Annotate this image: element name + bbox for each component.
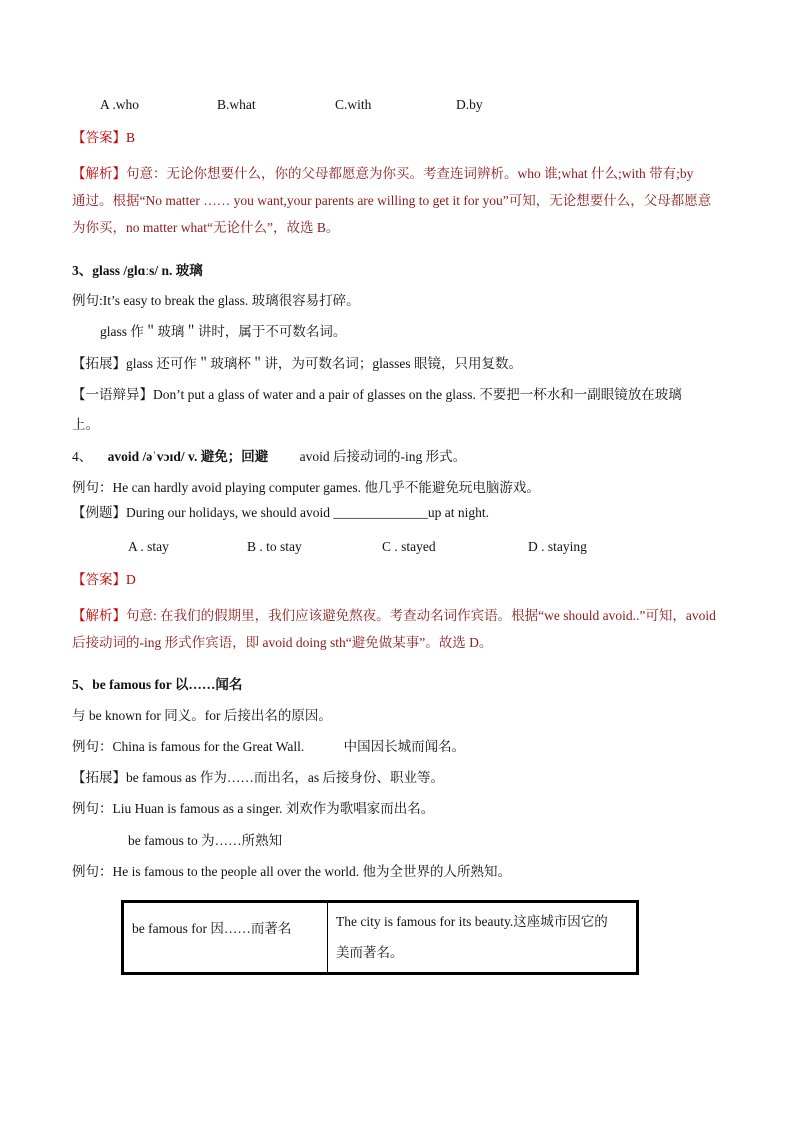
table-row	[123, 902, 638, 974]
option-c: C.with	[335, 97, 372, 112]
option-b: B.what	[217, 97, 256, 112]
analysis-label: 【解析】	[72, 166, 126, 181]
item4-option-c: C . stayed	[382, 539, 436, 554]
example1-en: 例句：China is famous for the Great Wall.	[72, 739, 305, 754]
distinguish-label: 【一语辩异】	[72, 387, 153, 402]
item4-option-a: A . stay	[128, 539, 169, 554]
item4-analysis-line-2: 后接动词的-ing 形式作宾语，即 avoid doing sth“避免做某事”。故选 D。	[72, 635, 493, 650]
question-text: During our holidays, we should avoid ______________up at night.	[126, 505, 489, 520]
item5-heading: 5、be famous for 以……闻名	[72, 677, 243, 692]
distinguish-text: Don’t put a glass of water and a pair of glasses on the glass. 不要把一杯水和一副眼镜放在玻璃	[153, 387, 682, 402]
table-right-line-2: 美而著名。	[336, 945, 404, 960]
option-a: A .who	[100, 97, 140, 112]
item4-example: 例句：He can hardly avoid playing computer games. 他几乎不能避免玩电脑游戏。	[72, 480, 540, 495]
item4-num: 4、	[72, 449, 93, 464]
item5-example3: 例句：He is famous to the people all over the world. 他为全世界的人所熟知。	[72, 864, 512, 879]
item3-heading: 3、glass /glɑːs/ n. 玻璃	[72, 263, 203, 278]
item4-heading-note: avoid 后接动词的-ing 形式。	[299, 449, 467, 464]
item4-analysis-line-1	[72, 607, 716, 625]
item4-heading-line	[72, 448, 466, 466]
item4-answer-label: 【答案】	[72, 572, 126, 587]
analysis-line-2: 通过。根据“No matter …… you want,your parents are willing to get it for you”可知，无论想要什么，父母都愿意	[72, 193, 712, 208]
item4-analysis-text: 句意: 在我们的假期里，我们应该避免熬夜。考查动名词作宾语。根据“we should avoid..”可知，avoid	[126, 608, 716, 623]
item4-option-d: D . staying	[528, 539, 587, 554]
option-d: D.by	[456, 97, 483, 112]
item4-answer-value: D	[126, 572, 136, 587]
expand-text: glass 还可作＂玻璃杯＂讲，为可数名词；glasses 眼镜，只用复数。	[126, 356, 522, 371]
item4-question	[72, 504, 489, 522]
item5-example1	[72, 738, 465, 756]
item5-synonym: 与 be known for 同义。for 后接出名的原因。	[72, 708, 332, 723]
item4-option-b: B . to stay	[247, 539, 302, 554]
table-right-line-1: The city is famous for its beauty.这座城市因它的	[336, 914, 608, 929]
item5-expand-text: be famous as 作为……而出名，as 后接身份、职业等。	[126, 770, 444, 785]
answer-label: 【答案】	[72, 130, 126, 145]
analysis-line-1	[72, 165, 693, 183]
answer-line	[72, 129, 135, 147]
answer-value: B	[126, 130, 136, 145]
item3-distinguish-cont: 上。	[72, 417, 99, 432]
table-cell-left: be famous for 因……而著名	[123, 902, 328, 974]
example1-cn: 中国因长城而闻名。	[343, 739, 466, 754]
item3-example: 例句:It’s easy to break the glass. 玻璃很容易打碎。	[72, 293, 360, 308]
item4-analysis-label: 【解析】	[72, 608, 126, 623]
item3-expand	[72, 355, 522, 373]
expand-label: 【拓展】	[72, 356, 126, 371]
item5-expand	[72, 769, 444, 787]
item4-heading: avoid /əˈvɔɪd/ v. 避免；回避	[107, 449, 269, 464]
analysis-line-3: 为你买，no matter what“无论什么”，故选 B。	[72, 220, 340, 235]
table-cell-right	[328, 902, 638, 974]
item5-example2: 例句：Liu Huan is famous as a singer. 刘欢作为歌唱家而出名。	[72, 801, 435, 816]
item5-note: be famous to 为……所熟知	[128, 833, 283, 848]
item3-note: glass 作＂玻璃＂讲时，属于不可数名词。	[100, 324, 347, 339]
question-label: 【例题】	[72, 505, 126, 520]
vocab-table	[121, 900, 639, 975]
item5-expand-label: 【拓展】	[72, 770, 126, 785]
analysis-text: 句意：无论你想要什么，你的父母都愿意为你买。考查连词辨析。who 谁;what 什么;with 带有;by	[126, 166, 694, 181]
item3-distinguish	[72, 386, 682, 404]
item4-answer-line	[72, 571, 136, 589]
